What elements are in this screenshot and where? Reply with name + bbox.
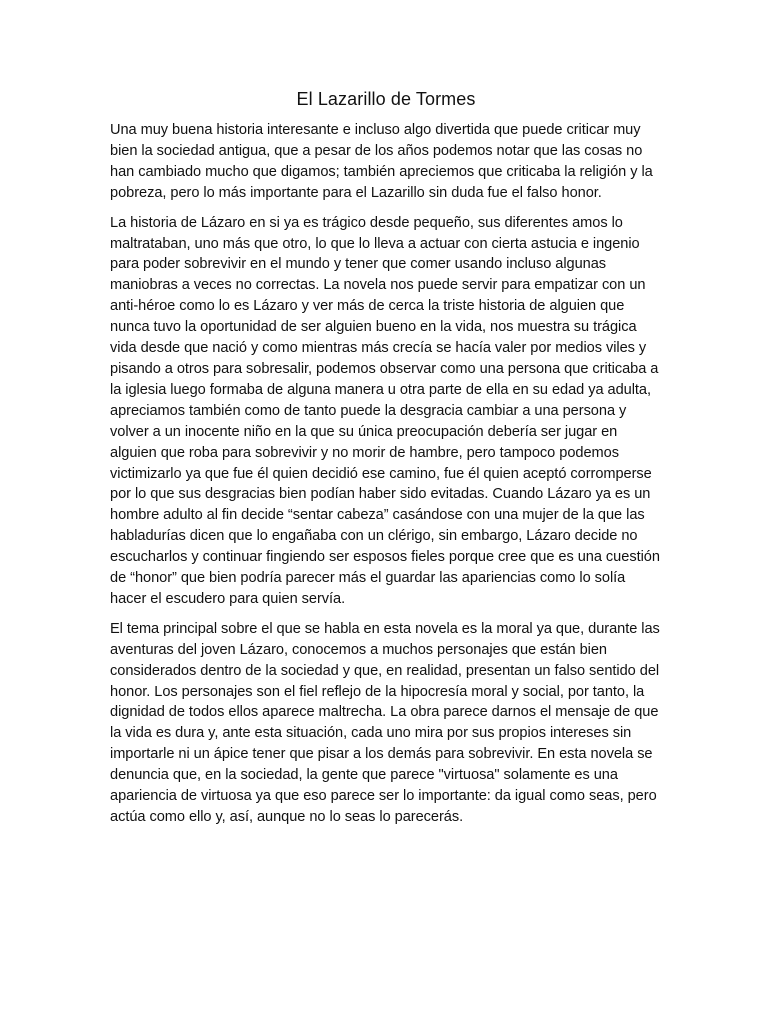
document-title: El Lazarillo de Tormes xyxy=(296,89,476,109)
paragraph-intro: Una muy buena historia interesante e incluso algo divertida que puede criticar muy bien la sociedad antigua, que a pesar de los años podemos notar que las cosas no han cambiado mucho que digamos; también apreciemos que criticaba la religión y la pobreza, pero lo más importante para el Lazarillo sin duda fue el falso honor. xyxy=(110,122,653,201)
paragraph-tema-principal: El tema principal sobre el que se habla en esta novela es la moral ya que, durante las aventuras del joven Lázaro, conocemos a muchos personajes que están bien considerados dentro de la sociedad y que, en realidad, presentan un falso sentido del honor. Los personajes son el fiel reflejo de la hipocresía moral y social, por tanto, la dignidad de todos ellos aparece maltrecha. La obra parece darnos el mensaje de que la vida es dura y, ante esta situación, cada uno mira por sus propios intereses sin importarle ni un ápice tener que pisar a los demás para sobrevivir. En esta novela se denuncia que, en la sociedad, la gente que parece "virtuosa" solamente es una apariencia de virtuosa ya que eso parece ser lo importante: da igual como seas, pero actúa como ello y, así, aunque no lo seas lo parecerás. xyxy=(110,620,660,825)
paragraph-historia: La historia de Lázaro en si ya es trágico desde pequeño, sus diferentes amos lo maltrataban, uno más que otro, lo que lo lleva a actuar con cierta astucia e ingenio para poder sobrevivir en el mundo y tener que comer usando incluso algunas maniobras a veces no correctas. La novela nos puede servir para empatizar con un anti-héroe como lo es Lázaro y ver más de cerca la triste historia de alguien que nunca tuvo la oportunidad de ser alguien bueno en la vida, nos muestra su trágica vida desde que nació y como mientras más crecía se hacía valer por medios viles y pisando a otros para sobresalir, podemos observar como una persona que criticaba a la iglesia luego formaba de alguna manera u otra parte de ella en su edad ya adulta, apreciamos también como de tanto puede la desgracia cambiar a una persona y volver a un inocente niño en la que su única preocupación debería ser jugar en alguien que roba para sobrevivir y no morir de hambre, pero tampoco podemos victimizarlo ya que fue él quien decidió ese camino, fue él quien aceptó corromperse por lo que sus desgracias bien podían haber sido evitadas. Cuando Lázaro ya es un hombre adulto al fin decide “sentar cabeza” casándose con una mujer de la que las habladurías dicen que lo engañaba con un clérigo, sin embargo, Lázaro decide no escucharlos y continuar fingiendo ser esposos fieles porque cree que es una cuestión de “honor” que bien podría parecer más el guardar las apariencias como lo solía hacer el escudero para quien servía. xyxy=(110,214,660,607)
document-page xyxy=(110,86,662,837)
